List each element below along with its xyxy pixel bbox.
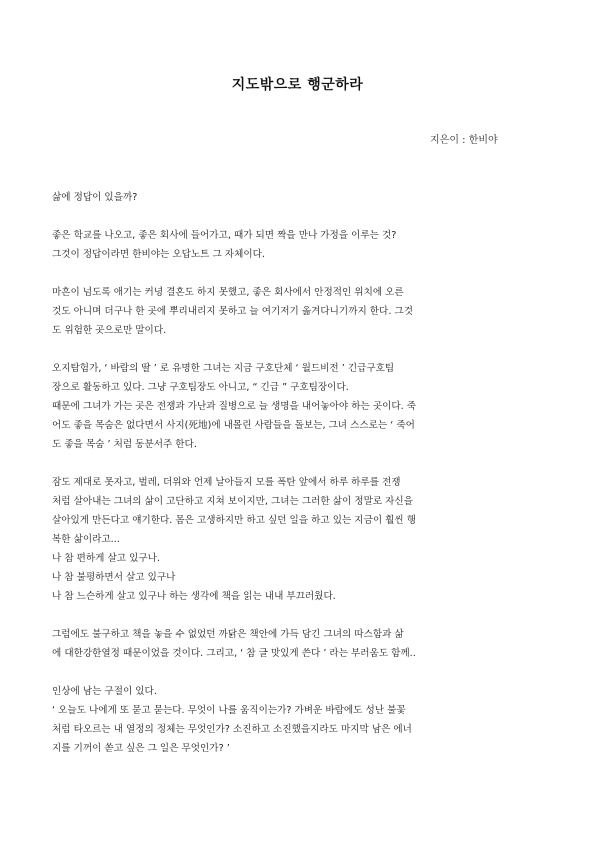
text-line: 도 위험한 곳으로만 말이다. — [52, 325, 167, 336]
text-line: 에 대한강한열정 때문이었을 것이다. 그리고, ‘ 참 글 맛있게 쓴다 ’ 라는 부러움도 함께.. — [52, 648, 416, 659]
author-line: 지은이 : 한비야 — [430, 135, 498, 146]
text-line: 지를 기꺼이 쏟고 싶은 그 일은 무엇인가? ’ — [52, 743, 230, 754]
text-line: 좋은 학교를 나오고, 좋은 회사에 들어가고, 때가 되면 짝을 만나 가정을 이루는 것? — [52, 230, 397, 241]
text-line: 그럼에도 불구하고 책을 놓을 수 없었던 까닭은 책안에 가득 담긴 그녀의 따스함과 삶 — [52, 629, 404, 640]
text-line: 어도 좋을 목숨은 없다면서 사지(死地)에 내몰린 사람들을 돌보는, 그녀 스스로는 ‘ 죽어 — [52, 420, 415, 431]
text-line: 처럼 타오르는 내 열정의 정체는 무엇인가? 소진하고 소진했을지라도 마지막 남은 에너 — [52, 724, 412, 735]
document-body — [52, 188, 542, 758]
text-line: 나 참 편하게 살고 있구나. — [52, 553, 160, 564]
text-line: 장으로 활동하고 있다. 그냥 구호팀장도 아니고, “ 긴급 ” 구호팀장이다. — [52, 382, 349, 393]
text-line: 나 참 느슨하게 살고 있구나 하는 생각에 책을 읽는 내내 부끄러웠다. — [52, 591, 336, 602]
text-line: 살아있게 만든다고 얘기한다. 몸은 고생하지만 하고 싶던 일을 하고 있는 지금이 훨씬 행 — [52, 515, 417, 526]
text-line: 것도 아니며 더구나 한 곳에 뿌리내리지 못하고 늘 여기저기 옮겨다니기까지 한다. 그것 — [52, 306, 413, 317]
text-line: 나 참 불평하면서 살고 있구나 — [52, 572, 176, 583]
text-line: 삶에 정답이 있을까? — [52, 192, 138, 203]
paragraph-gap — [52, 340, 542, 359]
text-line: 때문에 그녀가 가는 곳은 전쟁과 가난과 질병으로 늘 생명을 내어놓아야 하는 곳이다. 죽 — [52, 401, 417, 412]
paragraph-gap — [52, 606, 542, 625]
text-line: 그것이 정답이라면 한비야는 오답노트 그 자체이다. — [52, 249, 265, 260]
text-line: 처럼 살아내는 그녀의 삶이 고단하고 지쳐 보이지만, 그녀는 그러한 삶이 정말로 자신을 — [52, 496, 413, 507]
text-line: 도 좋을 목숨 ’ 처럼 동분서주 한다. — [52, 439, 197, 450]
text-line: 마흔이 넘도록 애기는 커녕 결혼도 하지 못했고, 좋은 회사에서 안정적인 위치에 오른 — [52, 287, 404, 298]
text-line: 오지탐험가, ‘ 바람의 딸 ’ 로 유명한 그녀는 지금 구호단체 ‘ 월드비전 ’ 긴급구호팀 — [52, 363, 395, 374]
paragraph-gap — [52, 454, 542, 473]
text-line: ‘ 오늘도 나에게 또 묻고 묻는다. 무엇이 나를 움직이는가? 가벼운 바람에도 성난 불꽃 — [52, 705, 406, 716]
paragraph-gap — [52, 207, 542, 226]
text-line: 인상에 남는 구절이 있다. — [52, 686, 157, 697]
paragraph-gap — [52, 663, 542, 682]
text-line: 복한 삶이라고... — [52, 534, 120, 545]
paragraph-gap — [52, 264, 542, 283]
document-title: 지도밖으로 행군하라 — [231, 77, 364, 93]
text-line: 잠도 제대로 못자고, 벌레, 더위와 언제 날아들지 모를 폭탄 앞에서 하루 하루를 전쟁 — [52, 477, 401, 488]
